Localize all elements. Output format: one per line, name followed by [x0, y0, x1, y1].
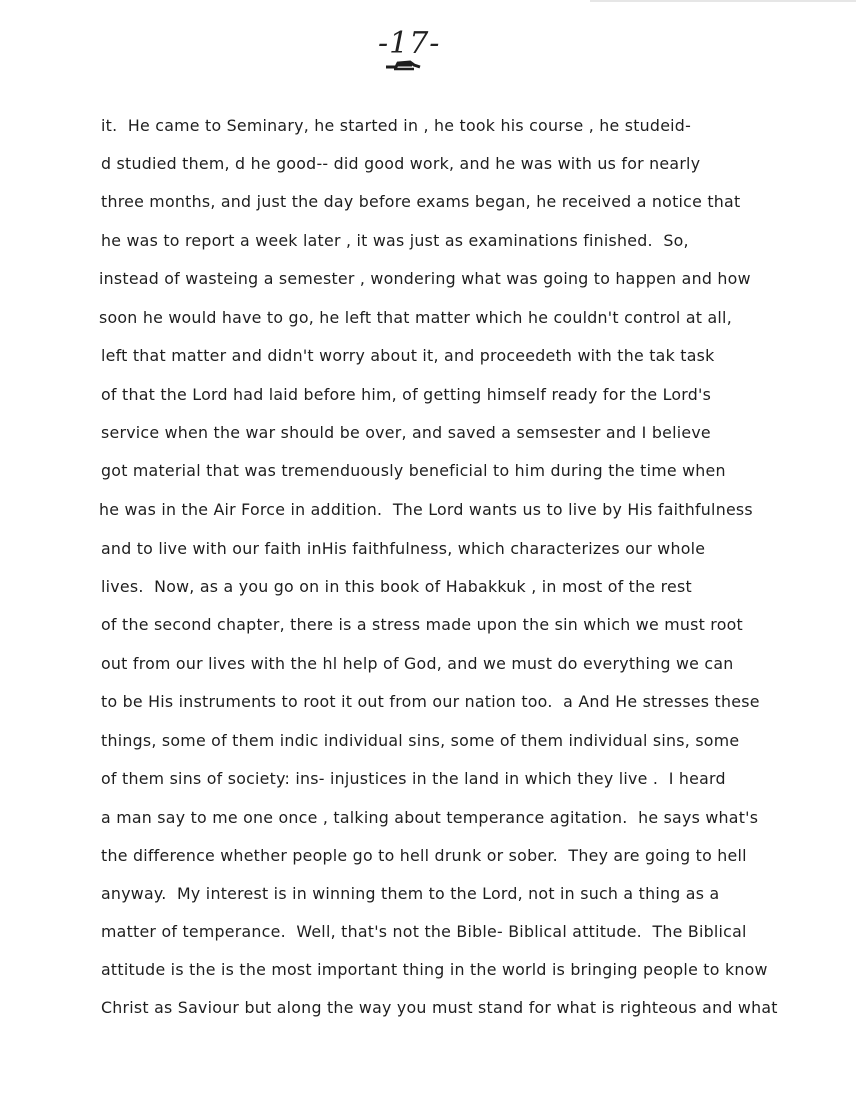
text-line: instead of wasteing a semester , wondering what was going to happen and how	[99, 269, 751, 288]
text-line: things, some of them indic individual sins, some of them individual sins, some	[101, 731, 740, 750]
text-line: and to live with our faith inHis faithfulness, which characterizes our whole	[101, 539, 706, 558]
text-line: it. He came to Seminary, he started in , he took his course , he studeid-	[101, 116, 692, 135]
text-line: lives. Now, as a you go on in this book of Habakkuk , in most of the rest	[101, 577, 692, 596]
text-line: three months, and just the day before exams began, he received a notice that	[101, 192, 741, 211]
text-line: out from our lives with the hl help of God, and we must do everything we can	[101, 654, 734, 673]
text-line: a man say to me one once , talking about temperance agitation. he says what's	[101, 808, 759, 827]
text-line: to be His instruments to root it out from our nation too. a And He stresses these	[101, 692, 760, 711]
text-line: he was in the Air Force in addition. The Lord wants us to live by His faithfulness	[99, 500, 753, 519]
text-line: the difference whether people go to hell drunk or sober. They are going to hell	[101, 846, 747, 865]
text-line: matter of temperance. Well, that's not the Bible- Biblical attitude. The Biblical	[101, 922, 747, 941]
text-line: got material that was tremenduously beneficial to him during the time when	[101, 461, 726, 480]
text-line: soon he would have to go, he left that matter which he couldn't control at all,	[99, 308, 732, 327]
page-number: -17-	[378, 26, 441, 61]
text-line: service when the war should be over, and saved a semsester and I believe	[101, 423, 711, 442]
text-line: he was to report a week later , it was just as examinations finished. So,	[101, 231, 689, 250]
text-line: of them sins of society: ins- injustices in the land in which they live . I heard	[101, 769, 726, 788]
text-line: d studied them, d he good-- did good work, and he was with us for nearly	[101, 154, 701, 173]
text-line: left that matter and didn't worry about it, and proceedeth with the tak task	[101, 346, 715, 365]
text-line: anyway. My interest is in winning them to the Lord, not in such a thing as a	[101, 884, 720, 903]
text-line: attitude is the is the most important thing in the world is bringing people to know	[101, 960, 768, 979]
text-line: of that the Lord had laid before him, of getting himself ready for the Lord's	[101, 385, 712, 404]
text-line: of the second chapter, there is a stress made upon the sin which we must root	[101, 615, 743, 634]
text-line: Christ as Saviour but along the way you must stand for what is righteous and what	[101, 998, 778, 1017]
